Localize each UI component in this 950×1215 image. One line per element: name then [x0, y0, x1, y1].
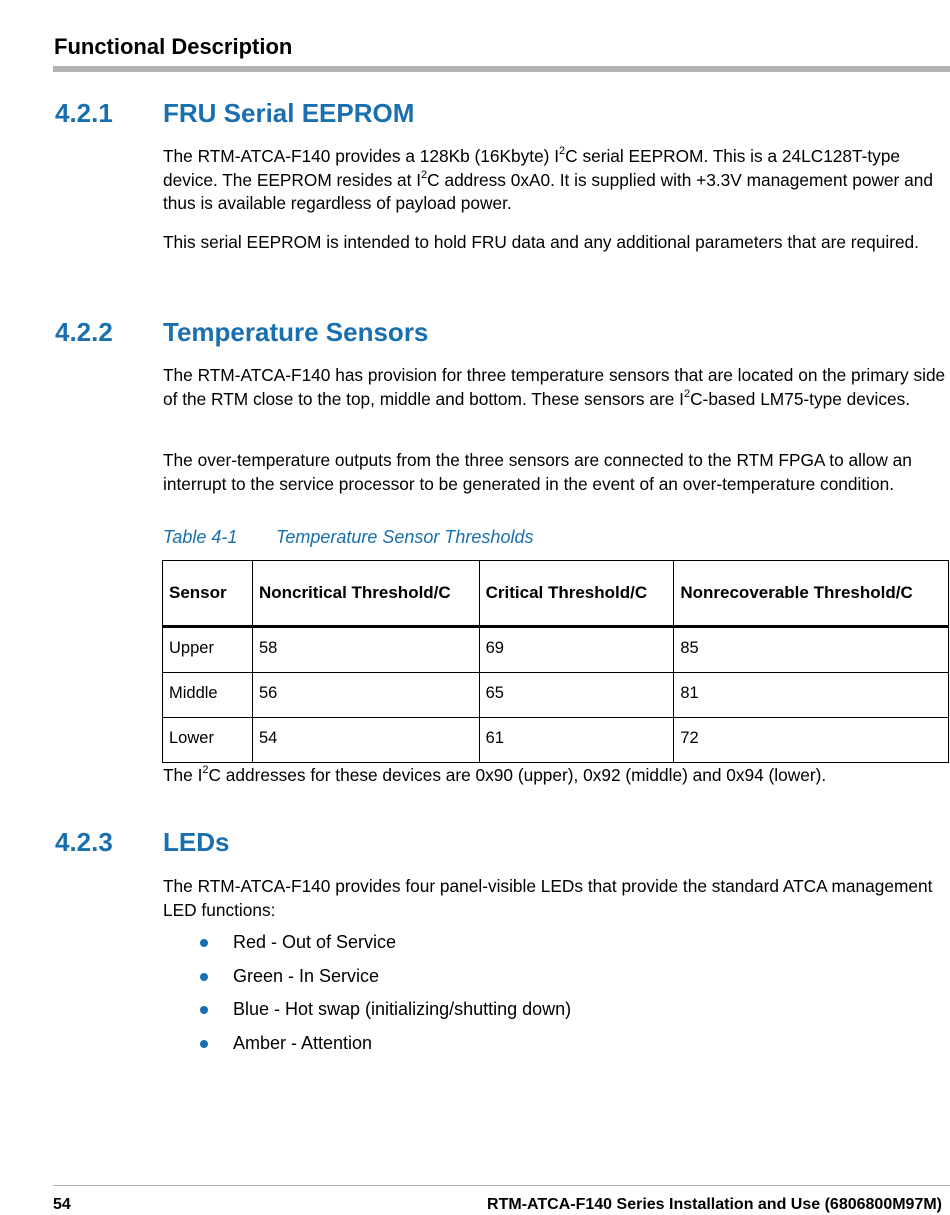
bullet-dot-icon	[200, 939, 208, 947]
section-number-4-2-2: 4.2.2	[55, 317, 113, 347]
footer-rule	[53, 1185, 950, 1186]
table-row	[163, 718, 949, 763]
running-header-title: Functional Description	[54, 34, 293, 59]
cell-critical: 69	[479, 627, 674, 673]
cell-critical: 61	[479, 718, 674, 763]
section-title-temperature-sensors: Temperature Sensors	[163, 317, 429, 347]
cell-sensor: Upper	[163, 627, 253, 673]
footer-page-number: 54	[53, 1196, 71, 1213]
cell-sensor: Middle	[163, 673, 253, 718]
temperature-thresholds-table	[162, 560, 949, 763]
list-item: Blue - Hot swap (initializing/shutting down)	[195, 997, 571, 1031]
header-critical: Critical Threshold/C	[479, 561, 674, 627]
section-title-leds: LEDs	[163, 827, 230, 857]
header-rule	[53, 66, 950, 72]
cell-noncritical: 56	[252, 673, 479, 718]
section-number-4-2-3: 4.2.3	[55, 827, 113, 857]
bullet-dot-icon	[200, 973, 208, 981]
cell-sensor: Lower	[163, 718, 253, 763]
list-item: Green - In Service	[195, 964, 571, 998]
table-header-row	[163, 561, 949, 627]
table-row	[163, 627, 949, 673]
temperature-paragraph-2: The over-temperature outputs from the three sensors are connected to the RTM FPGA to allow an interrupt to the service processor to be generated in the event of an over-temperature condition.	[163, 450, 912, 494]
cell-nonrecoverable: 81	[674, 673, 949, 718]
header-noncritical: Noncritical Threshold/C	[252, 561, 479, 627]
temperature-paragraph-1: The RTM-ATCA-F140 has provision for three temperature sensors that are located on the primary side of the RTM close to the top, middle and bottom. These sensors are $I^2C$-based LM75-type devices.	[163, 365, 946, 409]
header-nonrecoverable: Nonrecoverable Threshold/C	[674, 561, 949, 627]
list-item: Amber - Attention	[195, 1031, 571, 1065]
i2c-addresses-paragraph: The $I^2C$ addresses for these devices are 0x90 (upper), 0x92 (middle) and 0x94 (lower).	[163, 764, 827, 785]
eeprom-paragraph-2: This serial EEPROM is intended to hold FRU data and any additional parameters that are required.	[163, 232, 919, 252]
leds-paragraph: The RTM-ATCA-F140 provides four panel-visible LEDs that provide the standard ATCA management LED functions:	[163, 876, 933, 920]
list-item: Red - Out of Service	[195, 930, 571, 964]
section-number-4-2-1: 4.2.1	[55, 98, 113, 128]
cell-nonrecoverable: 72	[674, 718, 949, 763]
header-sensor: Sensor	[163, 561, 253, 627]
table-caption	[163, 527, 534, 548]
led-functions-list	[195, 930, 571, 1064]
table-caption-title: Temperature Sensor Thresholds	[276, 527, 534, 547]
cell-noncritical: 54	[252, 718, 479, 763]
footer-document-title: RTM-ATCA-F140 Series Installation and Use (6806800M97M)	[487, 1196, 942, 1213]
table-caption-number: Table 4-1	[163, 527, 238, 547]
cell-nonrecoverable: 85	[674, 627, 949, 673]
bullet-dot-icon	[200, 1040, 208, 1048]
table-row	[163, 673, 949, 718]
section-title-fru-serial-eeprom: FRU Serial EEPROM	[163, 98, 415, 128]
cell-critical: 65	[479, 673, 674, 718]
cell-noncritical: 58	[252, 627, 479, 673]
bullet-dot-icon	[200, 1006, 208, 1014]
eeprom-paragraph-1: The RTM-ATCA-F140 provides a 128Kb (16Kbyte) $I^2C$ serial EEPROM. This is a 24LC128T-type device. The EEPROM resides at $I^2C$ address 0xA0. It is supplied with +3.3V management power and thus is available regardless of payload power.	[163, 145, 933, 214]
